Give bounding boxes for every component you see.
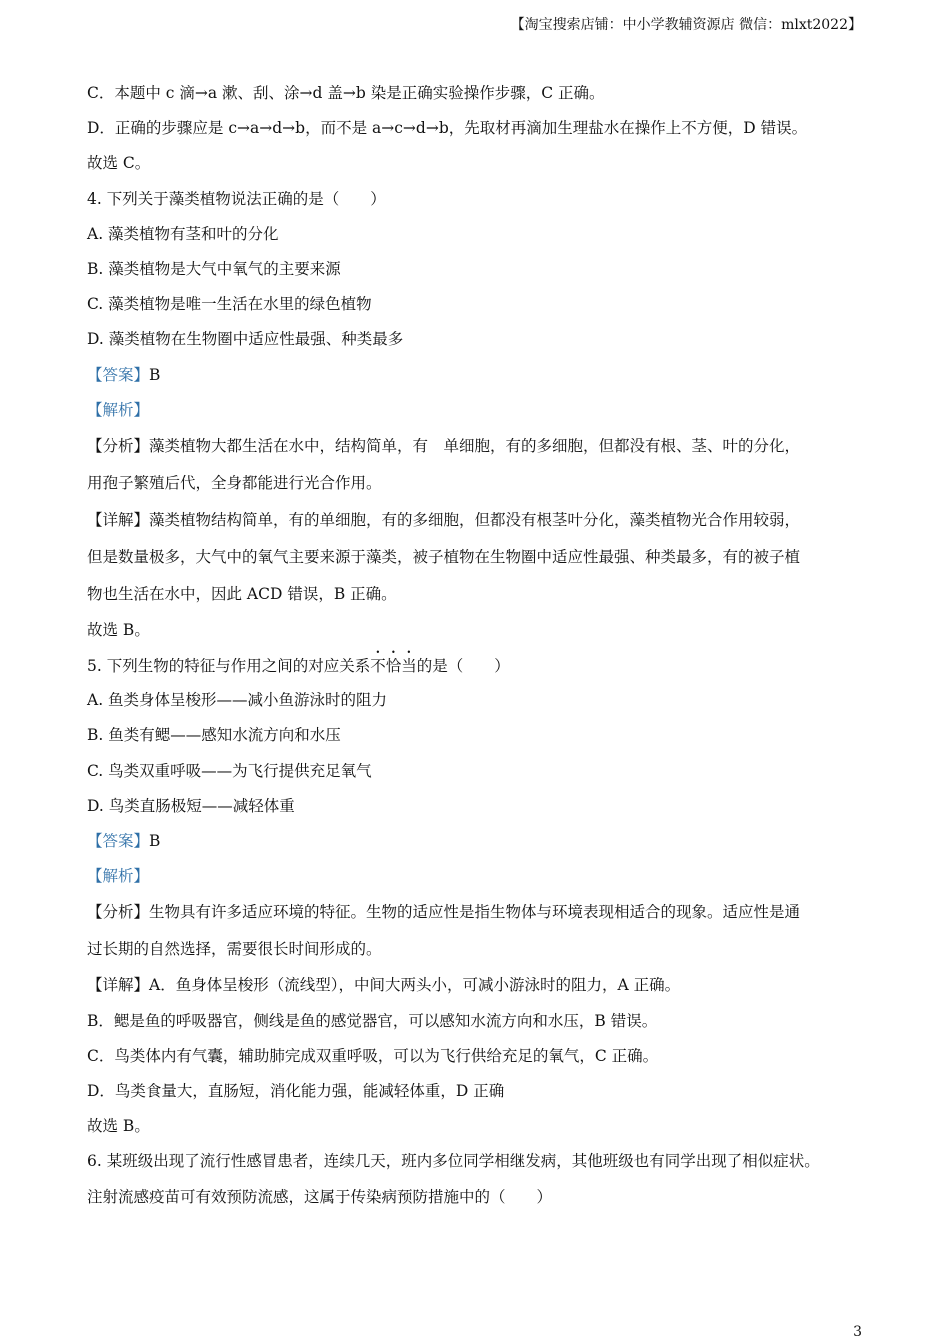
q4-fenxi-line-2: 用孢子繁殖后代，全身都能进行光合作用。 (87, 473, 382, 492)
answer-tag: 【答案】 (87, 832, 150, 850)
q5-fenxi-line-1 (87, 894, 877, 931)
q5-conclusion: 故选 B。 (87, 1117, 150, 1136)
prev-option-c-explanation: C．本题中 c 滴→a 漱、刮、涂→d 盖→b 染是正确实验操作步骤，C 正确。 (87, 84, 605, 102)
document-body (87, 76, 877, 1215)
q4-option-b: B. 藻类植物是大气中氧气的主要来源 (87, 259, 341, 278)
q5-xiangjie-line-1 (87, 968, 877, 1003)
q5-option-c: C. 鸟类双重呼吸——为飞行提供充足氧气 (87, 761, 372, 780)
q5-option-d: D. 鸟类直肠极短——减轻体重 (87, 796, 295, 815)
q4-option-c: C. 藻类植物是唯一生活在水里的绿色植物 (87, 295, 372, 314)
q4-xiangjie-line-3: 物也生活在水中，因此 ACD 错误，B 正确。 (87, 584, 397, 603)
xiangjie-tag: 【详解】 (87, 976, 150, 995)
analysis-tag: 【解析】 (87, 400, 150, 419)
xiangjie-tag: 【详解】 (87, 510, 150, 529)
q4-answer (87, 358, 877, 393)
q5-option-a: A. 鱼类身体呈梭形——减小鱼游泳时的阻力 (87, 691, 388, 710)
prev-option-d-explanation: D．正确的步骤应是 c→a→d→b，而不是 a→c→d→b，先取材再滴加生理盐水在操作上不方便，D 错误。 (87, 119, 808, 138)
fenxi-tag: 【分析】 (87, 903, 150, 922)
q5-fenxi-line-2: 过长期的自然选择，需要很长时间形成的。 (87, 940, 382, 959)
analysis-tag: 【解析】 (87, 867, 150, 886)
page-number: 3 (853, 1324, 862, 1340)
q4-analysis-heading (87, 393, 877, 428)
q5-answer-value: B (149, 832, 161, 850)
q6-stem-line-1: 6. 某班级出现了流行性感冒患者，连续几天，班内多位同学相继发病，其他班级也有同学出现了相似症状。 (87, 1152, 820, 1171)
q4-xiangjie-line-2: 但是数量极多，大气中的氧气主要来源于藻类，被子植物在生物圈中适应性最强、种类最多，有的被子植 (87, 547, 801, 566)
q4-answer-value: B (149, 365, 161, 384)
q5-stem-emphasis: 不恰当 (370, 657, 417, 676)
q5-xiangjie-line-4: D．鸟类食量大，直肠短，消化能力强，能减轻体重，D 正确 (87, 1081, 505, 1100)
q4-fenxi-line-1 (87, 428, 877, 465)
q4-option-a: A. 藻类植物有茎和叶的分化 (87, 224, 279, 243)
q4-option-d: D. 藻类植物在生物圈中适应性最强、种类最多 (87, 330, 404, 349)
q5-xiangjie-line-3: C．鸟类体内有气囊，辅助肺完成双重呼吸，可以为飞行供给充足的氧气，C 正确。 (87, 1046, 659, 1065)
q5-xiangjie-line-2: B．鳃是鱼的呼吸器官，侧线是鱼的感觉器官，可以感知水流方向和水压，B 错误。 (87, 1011, 658, 1030)
q4-fenxi-text-1: 藻类植物大都生活在水中，结构简单，有 单细胞，有的多细胞，但都没有根、茎、叶的分化， (149, 436, 801, 455)
fenxi-tag: 【分析】 (87, 436, 150, 455)
q5-fenxi-text-1: 生物具有许多适应环境的特征。生物的适应性是指生物体与环境表现相适合的现象。适应性是通 (149, 903, 801, 922)
q5-stem-pre: 5. 下列生物的特征与作用之间的对应关系 (87, 657, 371, 676)
q6-stem-line-2: 注射流感疫苗可有效预防流感，这属于传染病预防措施中的（ ） (87, 1187, 553, 1206)
page-header: 【淘宝搜索店铺：中小学教辅资源店 微信：mlxt2022】 (510, 17, 862, 33)
q5-stem (87, 648, 877, 683)
answer-tag: 【答案】 (87, 365, 150, 384)
q4-xiangjie-text-1: 藻类植物结构简单，有的单细胞，有的多细胞，但都没有根茎叶分化，藻类植物光合作用较弱， (149, 510, 801, 529)
q5-stem-post: 的是（ ） (416, 657, 510, 676)
q4-conclusion: 故选 B。 (87, 620, 150, 639)
prev-conclusion: 故选 C。 (87, 154, 151, 173)
q5-answer (87, 824, 877, 859)
q5-xiangjie-text-1: A．鱼身体呈梭形（流线型），中间大两头小，可减小游泳时的阻力，A 正确。 (149, 976, 681, 995)
q5-analysis-heading (87, 859, 877, 894)
q4-xiangjie-line-1 (87, 502, 877, 539)
q5-option-b: B. 鱼类有鳃——感知水流方向和水压 (87, 726, 341, 745)
q4-stem: 4. 下列关于藻类植物说法正确的是（ ） (87, 189, 386, 208)
